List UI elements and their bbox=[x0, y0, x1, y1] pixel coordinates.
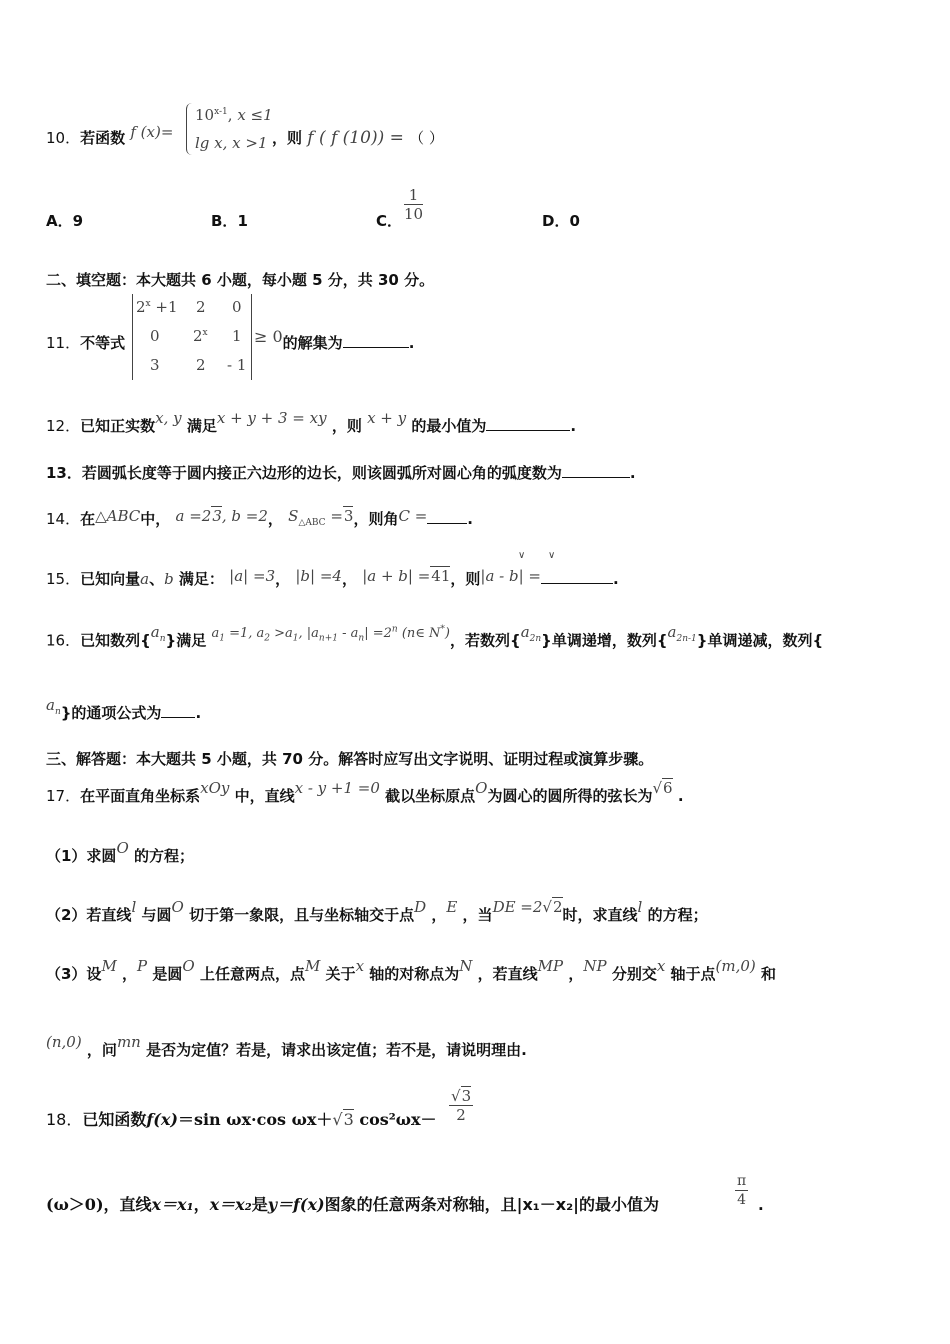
q10-case1-cond: x ≤1 bbox=[237, 106, 273, 124]
q12-condition: x + y + 3 = xy bbox=[216, 409, 327, 427]
q18-sqrt3: √3 bbox=[332, 1110, 354, 1129]
q16-an: $a_n$ bbox=[150, 623, 166, 645]
q16-line2-an: $a_n$ bbox=[46, 696, 61, 717]
q17-p3-tail: 是否为定值？若是，请求出该定值；若不是，请说明理由. bbox=[146, 1041, 527, 1059]
q17-p3-m0: (m,0) bbox=[715, 957, 756, 975]
q17-p2-t1: 与圆 bbox=[141, 906, 172, 924]
q17-system: xOy bbox=[200, 779, 230, 797]
q14-comma: ， bbox=[267, 510, 283, 528]
q10-option-b bbox=[211, 211, 248, 231]
section2-heading: 二、填空题：本大题共 6 小题，每小题 5 分，共 30 分。 bbox=[46, 271, 435, 289]
q17-p2-t2: 切于第一象限，且与坐标轴交于点 bbox=[189, 906, 415, 924]
q18-yfx: y＝f(x) bbox=[267, 1195, 325, 1214]
q10-option-c bbox=[376, 211, 402, 231]
q10-case1-base: 10 bbox=[195, 106, 215, 124]
q12-end: . bbox=[570, 417, 577, 435]
q10-option-d bbox=[542, 211, 580, 231]
q18-x1: x＝x₁ bbox=[151, 1195, 194, 1214]
q16-line2 bbox=[46, 696, 202, 730]
q16-a2n1: $a_{2n-1}$ bbox=[667, 623, 697, 645]
q16-answer-blank[interactable] bbox=[161, 717, 195, 718]
q18-fx: f(x) bbox=[146, 1110, 178, 1129]
q14-number: 14． bbox=[46, 510, 81, 528]
q14-triangle: △ABC bbox=[95, 507, 141, 525]
q18-eq: ＝sin ωx·cos ωx＋ bbox=[177, 1110, 333, 1129]
q15-c1: |a| =3 bbox=[229, 567, 276, 585]
q18-pi-fraction bbox=[735, 1172, 748, 1209]
q17-p2-t3: ，当 bbox=[462, 906, 493, 924]
q17-p3-n0: (n,0) bbox=[46, 1033, 82, 1051]
q17-p2-O: O bbox=[171, 898, 184, 916]
q11-r2c3: 1 bbox=[232, 327, 242, 345]
q17-end: . bbox=[677, 787, 684, 805]
q14-area: $S_{\triangle ABC} =3$ bbox=[288, 507, 354, 528]
q12-number: 12． bbox=[46, 417, 81, 435]
q17-p3-N: N bbox=[459, 957, 473, 975]
option-c-numerator: 1 bbox=[404, 186, 423, 205]
q16-t3: }单调递增，数列{ bbox=[541, 631, 668, 650]
q14-answer-blank[interactable] bbox=[427, 523, 467, 524]
q15-vector-arrow-a: ∨ bbox=[518, 550, 526, 561]
q10-expr: f ( f (10)) = bbox=[307, 128, 404, 148]
q12-vars: x, y bbox=[155, 409, 182, 427]
q17-t1: 中，直线 bbox=[234, 787, 295, 805]
q10-option-c-fraction bbox=[404, 186, 423, 223]
q17-p3-t2: 上任意两点，点 bbox=[199, 965, 305, 983]
q17-p2-E: E bbox=[446, 898, 458, 916]
q18-line2-a: (ω＞0)，直线 bbox=[46, 1195, 152, 1214]
q17-p3-comma: ， bbox=[122, 965, 138, 983]
q12-answer-blank[interactable] bbox=[486, 430, 570, 431]
q15-vector-arrow-b: ∨ bbox=[548, 550, 556, 561]
q17-p2-tail: 的方程； bbox=[647, 906, 708, 924]
q10-paren: （ ） bbox=[409, 129, 444, 147]
q17-part2 bbox=[46, 898, 708, 925]
q17-p3-M: M bbox=[101, 957, 117, 975]
q15-vector-a: a bbox=[140, 570, 150, 588]
q17-line bbox=[46, 779, 684, 806]
q17-p3-x: x bbox=[355, 957, 365, 975]
q11-r1c3: 0 bbox=[232, 298, 242, 316]
q16-lead: 已知数列{ bbox=[80, 631, 151, 650]
q17-t2: 截以坐标原点 bbox=[385, 787, 476, 805]
q17-p2-comma: ， bbox=[431, 906, 447, 924]
q18-end: . bbox=[758, 1196, 764, 1214]
q14-line bbox=[46, 509, 473, 536]
q15-c2: |b| =4 bbox=[295, 567, 342, 585]
q17-p2-t4: 时，求直线 bbox=[562, 906, 638, 924]
q17-p3-MP: MP bbox=[537, 957, 564, 975]
q12-t2: ，则 bbox=[331, 417, 362, 435]
q12-lead: 已知正实数 bbox=[80, 417, 156, 435]
q10-case2: lg x, x >1 bbox=[195, 134, 268, 152]
q15-vector-b: b bbox=[164, 570, 174, 588]
q10-case1-exp: x-1 bbox=[214, 107, 228, 117]
q18-fraction bbox=[449, 1087, 473, 1124]
q10-tail bbox=[272, 128, 444, 148]
q14-t1: 中， bbox=[140, 510, 171, 528]
q11-r3c2: 2 bbox=[196, 356, 206, 374]
q11-r1c1: $2^x +1$ bbox=[136, 298, 178, 316]
q11-lead: 不等式 bbox=[80, 334, 126, 352]
q10-func: f (x)= bbox=[130, 123, 174, 141]
q12-line bbox=[46, 409, 577, 436]
q15-answer-blank[interactable] bbox=[541, 583, 613, 584]
q12-t1: 满足 bbox=[186, 417, 217, 435]
q18-lead: 已知函数 bbox=[82, 1110, 147, 1129]
q13-text: 13．若圆弧长度等于圆内接正六边形的边长，则该圆弧所对圆心角的弧度数为 bbox=[46, 464, 562, 482]
option-c-label: C． bbox=[376, 212, 403, 230]
q14-t2: ，则角 bbox=[353, 510, 399, 528]
q16-number: 16． bbox=[46, 631, 81, 650]
option-a-label: A． bbox=[46, 212, 73, 230]
q17-p2-label: （2）若直线 bbox=[46, 906, 132, 924]
q17-p1-label: （1）求圆 bbox=[46, 847, 117, 865]
q11-r3c3: - 1 bbox=[227, 356, 247, 374]
q18-line2-c: 是 bbox=[251, 1195, 268, 1214]
q17-p2-l2: l bbox=[637, 898, 643, 916]
q13-line bbox=[46, 463, 636, 483]
q17-p3-t8: ，问 bbox=[86, 1041, 117, 1059]
q17-origin: O bbox=[475, 779, 488, 797]
q17-chord: √6 bbox=[652, 779, 673, 797]
q10-lead: 若函数 bbox=[80, 129, 126, 147]
option-d-label: D． bbox=[542, 212, 570, 230]
q18-pi-den: 4 bbox=[737, 1192, 747, 1208]
q11-end: . bbox=[408, 334, 415, 352]
q15-c3: |a + b| =41 bbox=[362, 567, 451, 585]
q11-r3c1: 3 bbox=[150, 356, 160, 374]
q15-line: 15．已知向量a、b 满足： |a| =3， |b| =4， |a + b| =41，则|a - b| = . bbox=[46, 567, 619, 588]
q16-line2-tail: }的通项公式为 bbox=[60, 704, 162, 722]
q17-part3-line2 bbox=[46, 1033, 527, 1060]
q17-lead: 在平面直角坐标系 bbox=[80, 787, 201, 805]
q11-answer-blank[interactable] bbox=[343, 347, 409, 348]
q10-piecewise-brace bbox=[186, 103, 193, 155]
q17-p3-t6: 分别交 bbox=[611, 965, 657, 983]
q15-sep: 、 bbox=[149, 570, 165, 588]
q14-lead: 在 bbox=[80, 510, 96, 528]
q11-tail-text: 的解集为 bbox=[282, 334, 343, 352]
q10-option-a bbox=[46, 211, 83, 231]
q17-t3: 为圆心的圆所得的弦长为 bbox=[487, 787, 653, 805]
option-c-denominator: 10 bbox=[404, 205, 424, 223]
option-b-label: B． bbox=[211, 212, 238, 230]
q17-p2-D: D bbox=[414, 898, 427, 916]
q16-a2n: $a_{2n}$ bbox=[520, 623, 542, 645]
q10-mid: ，则 bbox=[272, 129, 303, 147]
q14-given: a =23, b =2 bbox=[175, 507, 268, 525]
q18-line2 bbox=[46, 1195, 659, 1215]
q17-p3-and: 和 bbox=[761, 965, 777, 983]
q10-number: 10． bbox=[46, 129, 81, 147]
q17-number: 17． bbox=[46, 787, 81, 805]
q16-t1: }满足 bbox=[165, 631, 207, 650]
q17-p2-cond: DE =2√2 bbox=[492, 898, 563, 916]
q17-p3-t7: 轴于点 bbox=[670, 965, 716, 983]
q17-part3-line1 bbox=[46, 957, 777, 984]
q13-answer-blank[interactable] bbox=[562, 477, 630, 478]
q17-p3-t3: 关于 bbox=[325, 965, 356, 983]
q18-line2-d: 图象的任意两条对称轴，且|x₁－x₂|的最小值为 bbox=[324, 1195, 659, 1214]
q18-number: 18． bbox=[46, 1110, 83, 1129]
q17-p3-t1: 是圆 bbox=[152, 965, 183, 983]
q17-p3-P: P bbox=[137, 957, 148, 975]
q18-pi-num: π bbox=[737, 1173, 747, 1189]
q18-x2: x＝x₂ bbox=[209, 1195, 252, 1214]
option-d-value: 0 bbox=[569, 212, 580, 230]
q16-condition: $a_1 =1$, $a_2 >a_1$, $|a_{n+1} - a_n| =2^n$ (n∈ N*) bbox=[211, 625, 450, 644]
q17-p1-O: O bbox=[116, 839, 129, 857]
q11-inequality: ≥ 0 bbox=[254, 327, 283, 346]
q11-tail bbox=[254, 327, 415, 353]
q17-p1-tail: 的方程； bbox=[133, 847, 194, 865]
q16-t2: ，若数列{ bbox=[450, 631, 521, 650]
q17-p3-NP: NP bbox=[583, 957, 607, 975]
q17-part1 bbox=[46, 839, 194, 866]
q17-p3-label: （3）设 bbox=[46, 965, 102, 983]
q11-r2c1: 0 bbox=[150, 327, 160, 345]
q17-p3-t5: ，若直线 bbox=[477, 965, 538, 983]
section3-heading: 三、解答题：本大题共 5 小题，共 70 分。解答时应写出文字说明、证明过程或演算步骤。 bbox=[46, 750, 654, 768]
q15-ask: |a - b| = bbox=[480, 567, 541, 585]
q10-line bbox=[46, 123, 174, 148]
q11-r2c2: 2$^x$ bbox=[193, 327, 208, 345]
q15-t2: ，则 bbox=[450, 570, 481, 588]
q16-end: . bbox=[195, 704, 202, 722]
option-b-value: 1 bbox=[237, 212, 248, 230]
q17-p3-x2: x bbox=[656, 957, 666, 975]
q17-line-eq: x - y +1 =0 bbox=[294, 779, 380, 797]
q17-p3-M2: M bbox=[304, 957, 321, 975]
q16-t4: }单调递减，数列{ bbox=[696, 631, 824, 650]
q13-end: . bbox=[629, 464, 636, 482]
q14-end: . bbox=[467, 510, 473, 528]
q12-t3: 的最小值为 bbox=[411, 417, 487, 435]
q17-p3-mn: mn bbox=[116, 1033, 141, 1051]
q11-line bbox=[46, 333, 125, 353]
q18-cos2: cos²ωx－ bbox=[359, 1110, 437, 1129]
option-a-value: 9 bbox=[72, 212, 84, 230]
q12-target: x + y bbox=[367, 409, 407, 427]
q18-frac-den: 2 bbox=[456, 1106, 466, 1124]
q15-end: . bbox=[612, 570, 619, 588]
q15-lead: 已知向量 bbox=[80, 570, 141, 588]
q14-ask: C = bbox=[398, 507, 428, 525]
q11-r1c2: 2 bbox=[196, 298, 206, 316]
q18-line1 bbox=[46, 1110, 437, 1130]
q17-p3-O: O bbox=[182, 957, 195, 975]
q17-p2-l: l bbox=[131, 898, 137, 916]
q15-number: 15． bbox=[46, 570, 81, 588]
q15-t1: 满足： bbox=[178, 570, 224, 588]
q10-case1: 10$^{x-1}$, x ≤1 bbox=[195, 106, 273, 124]
q17-p3-t4: 轴的对称点为 bbox=[369, 965, 460, 983]
q18-frac-num: √3 bbox=[451, 1087, 472, 1105]
q16-line1 bbox=[46, 623, 824, 657]
q17-p3-comma2: ， bbox=[568, 965, 584, 983]
q11-number: 11． bbox=[46, 334, 81, 352]
q18-line2-b: ， bbox=[193, 1195, 210, 1214]
